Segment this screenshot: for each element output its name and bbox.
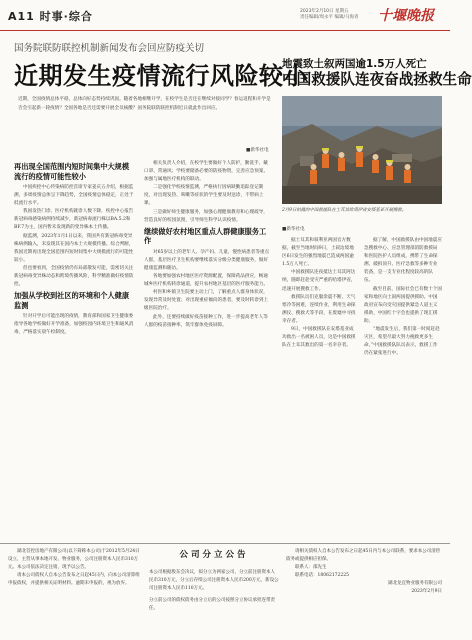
paragraph: 针对开学后可能出现的疫情，教育部和国家卫生健康委指导各地学校做好开学准备，加强校园内环境卫生和通风消毒，严格落实晨午检制度。 xyxy=(14,314,134,336)
right-article-kicker: 地震致土叙两国逾1.5万人死亡 xyxy=(282,58,427,70)
paragraph: 湖北首控房地产有限公司(以下简称本公司)于2012年5月24日设立，主营从事本地开发、物业服务，公司注册资本人民币310万元。本公司依法决定注销，现予以公告。 xyxy=(8,549,140,570)
subheading: 继续做好农村地区重点人群健康服务工作 xyxy=(144,226,267,246)
article-column-2 xyxy=(144,160,272,540)
paragraph: 9日，中国救援队在安塔基亚成功救出一名被困人员，这是中国救援队在土耳其救出的第一名幸存者。 xyxy=(282,327,356,349)
paragraph: 分立前公司的债权债务由分立后的公司按照分立协议承担连带责任。 xyxy=(149,598,275,611)
paragraph: 截至目前，国际社会已有数十个国家和地区向土叙两国提供援助。中国政府宣布向受灾国提供紧急人道主义援助，中国红十字会也提供了现汇援助。 xyxy=(364,286,442,324)
article-headline: 近期发生疫情流行风险较小 xyxy=(14,62,308,90)
right-column-1 xyxy=(282,237,357,540)
paragraph: 相关负责人介绍，在校学生要做好个人防护，勤洗手、戴口罩、常通风；学校要储备必要的防疫物资，完善应急预案，加强与属地医疗机构的联动。 xyxy=(144,161,269,183)
photo-caption: 2月9日拍摄的中国救援队在土耳其哈塔伊省安塔基亚开展搜救。 xyxy=(282,208,407,213)
article-lead xyxy=(18,95,273,114)
contact-person: 联系人：邵先生 xyxy=(295,565,327,570)
paragraph: 对65岁以上的老年人、孕产妇、儿童、慢性病患者等重点人群，基层医疗卫生机构要继续落实分级分类健康服务，做好健康监测和随访。 xyxy=(144,249,270,271)
signature-company: 湖北龙宜物业服务有限公司 xyxy=(388,581,442,586)
paragraph: 三是做好师生健康服务，加强心理健康教育和心理疏导，营造良好的校园氛围，引导师生科学认识疫情。 xyxy=(144,209,268,223)
article-column-1 xyxy=(14,160,136,540)
notice-right xyxy=(286,548,442,596)
paragraph: 此外，还要持续做好疫苗接种工作，进一步提高老年人等人群的疫苗接种率，筑牢群体免疫屏障。 xyxy=(144,314,268,328)
paragraph: “地震发生后，我们第一时间赶赴灾区，希望尽最大努力挽救更多生命。”中国救援队队员表示，救援工作仍在紧张进行中。 xyxy=(364,327,440,357)
right-article-headline: 中国救援队连夜奋战拯救生命 xyxy=(282,71,472,88)
lead-text: 近期，全国疫情总体平稳，总体向好态势持续巩固。随着各地相继开学，在校学生是否还在继续对接同学？春运返程和开学是否会引起新一轮疫情？全国各地是否还需要开展全员核酸？国务院联防联控机制近日就此作出回应。 xyxy=(18,97,271,112)
article-byline: ■新华社电 xyxy=(246,148,269,153)
paragraph: 中国救援队连夜抵达土耳其阿达纳，随即赶赴受灾严重的哈塔伊省，迅速开展搜救工作。 xyxy=(282,270,356,292)
paragraph: 各地要加强农村地区医疗资源配置，保障药品供应，畅通城乡医疗机构转诊通道，提升农村地区基层的医疗服务能力。 xyxy=(144,274,269,288)
subheading: 加强从学校到社区的环境和个人健康监测 xyxy=(14,291,130,310)
signature-date: 2023年2月9日 xyxy=(411,589,442,594)
paragraph: 请相关债权人自本公告发布之日起45日内与本公司联系，要求本公司清偿债务或提供相应担保。 xyxy=(286,549,441,562)
notice-middle xyxy=(149,564,279,618)
paragraph: 请本公司债权人自本公告发布之日起45日内，向本公司清算组申报债权，并提供相关证明材料。逾期未申报的，视为放弃。 xyxy=(8,573,140,586)
notice-left xyxy=(8,548,143,588)
editor-line: 责任编辑/周永平 编辑/马海青 xyxy=(300,15,359,20)
paragraph: 中国疾控中心传染病防控首席专家姜庆五介绍，根据监测，多周疫情总体呈下降趋势，全国疫情总体稳定，正处于低流行水平。 xyxy=(14,185,134,207)
paragraph: 我国发热门诊、医疗机构就诊人数下降，疾控中心报告新冠病毒感染病例持续减少，新冠病毒流行株以BA.5.2和BF.7为主，国内暂未发现新的变异株本土传播。 xyxy=(14,209,134,231)
rescue-scene-illustration xyxy=(282,96,442,204)
paragraph: 村医和乡镇卫生院要主动上门，了解重点人群身体状况，发现异常及时处置；对出现重症倾向的患者，要及时转诊到上级医院治疗。 xyxy=(144,290,269,312)
page-header xyxy=(0,0,450,31)
rescue-photo xyxy=(282,96,442,204)
paragraph: 据了解，中国救援队由中国地震应急搜救中心、应急管理部消防救援局和医院医护人员组成，携带了生命探测、破拆顶升、医疗急救等多种专业装备，是一支专业化程度较高的队伍。 xyxy=(364,238,442,284)
section-label: A11 时事·综合 xyxy=(8,10,93,23)
notice-divider xyxy=(0,543,450,544)
subheading: 再出现全国范围内短时间集中大规模流行的疫情可能性较小 xyxy=(14,162,130,181)
newspaper-logo: 十堰晚报 xyxy=(378,8,434,24)
right-article-byline: ■新华社电 xyxy=(282,227,305,232)
paragraph: 据监测，2023年1月1日以来，我国共有新冠病毒变异株病例输入，未发现其在国内本土大规模传播。综合判断，我国近期再出现全国范围内短时间集中大规模流行的可能性较小。 xyxy=(14,233,134,263)
issue-date: 2023年2月10日 星期五 xyxy=(300,9,349,14)
paragraph: 据土耳其和叙利亚两国官方数据，截至当地时间9日，土叙边境地区6日发生的强烈地震已造成两国逾1.5万人死亡。 xyxy=(282,238,354,268)
notice-title: 公司分立公告 xyxy=(179,550,249,560)
contact-phone: 联系电话：18062172225 xyxy=(295,573,349,578)
paragraph: 本公司根据股东会决议，拟分立为两家公司，分立前注册资本人民币310万元，分立后存续公司注册资本人民币200万元，新设公司注册资本人民币110万元。 xyxy=(149,569,279,591)
paragraph: 二是强化学校疫情监测，严格执行因病缺勤追踪登记制度，对出现发热、咳嗽等症状的学生要及时送诊，不带病上课。 xyxy=(144,185,264,207)
paragraph: 救援队员们克服余震不断、天气寒冷等困难，连续作业，利用生命探测仪、搜救犬等手段，在废墟中寻找幸存者。 xyxy=(282,294,356,324)
article-kicker: 国务院联防联控机制新闻发布会回应防疫关切 xyxy=(14,43,205,54)
right-column-2 xyxy=(364,237,442,540)
paragraph: 但也要看到，全国疫情仍有局部散发可能，需密切关注新冠病毒变异株动态和跨境传播风险，科学精准做好疫情防控。 xyxy=(14,265,134,288)
